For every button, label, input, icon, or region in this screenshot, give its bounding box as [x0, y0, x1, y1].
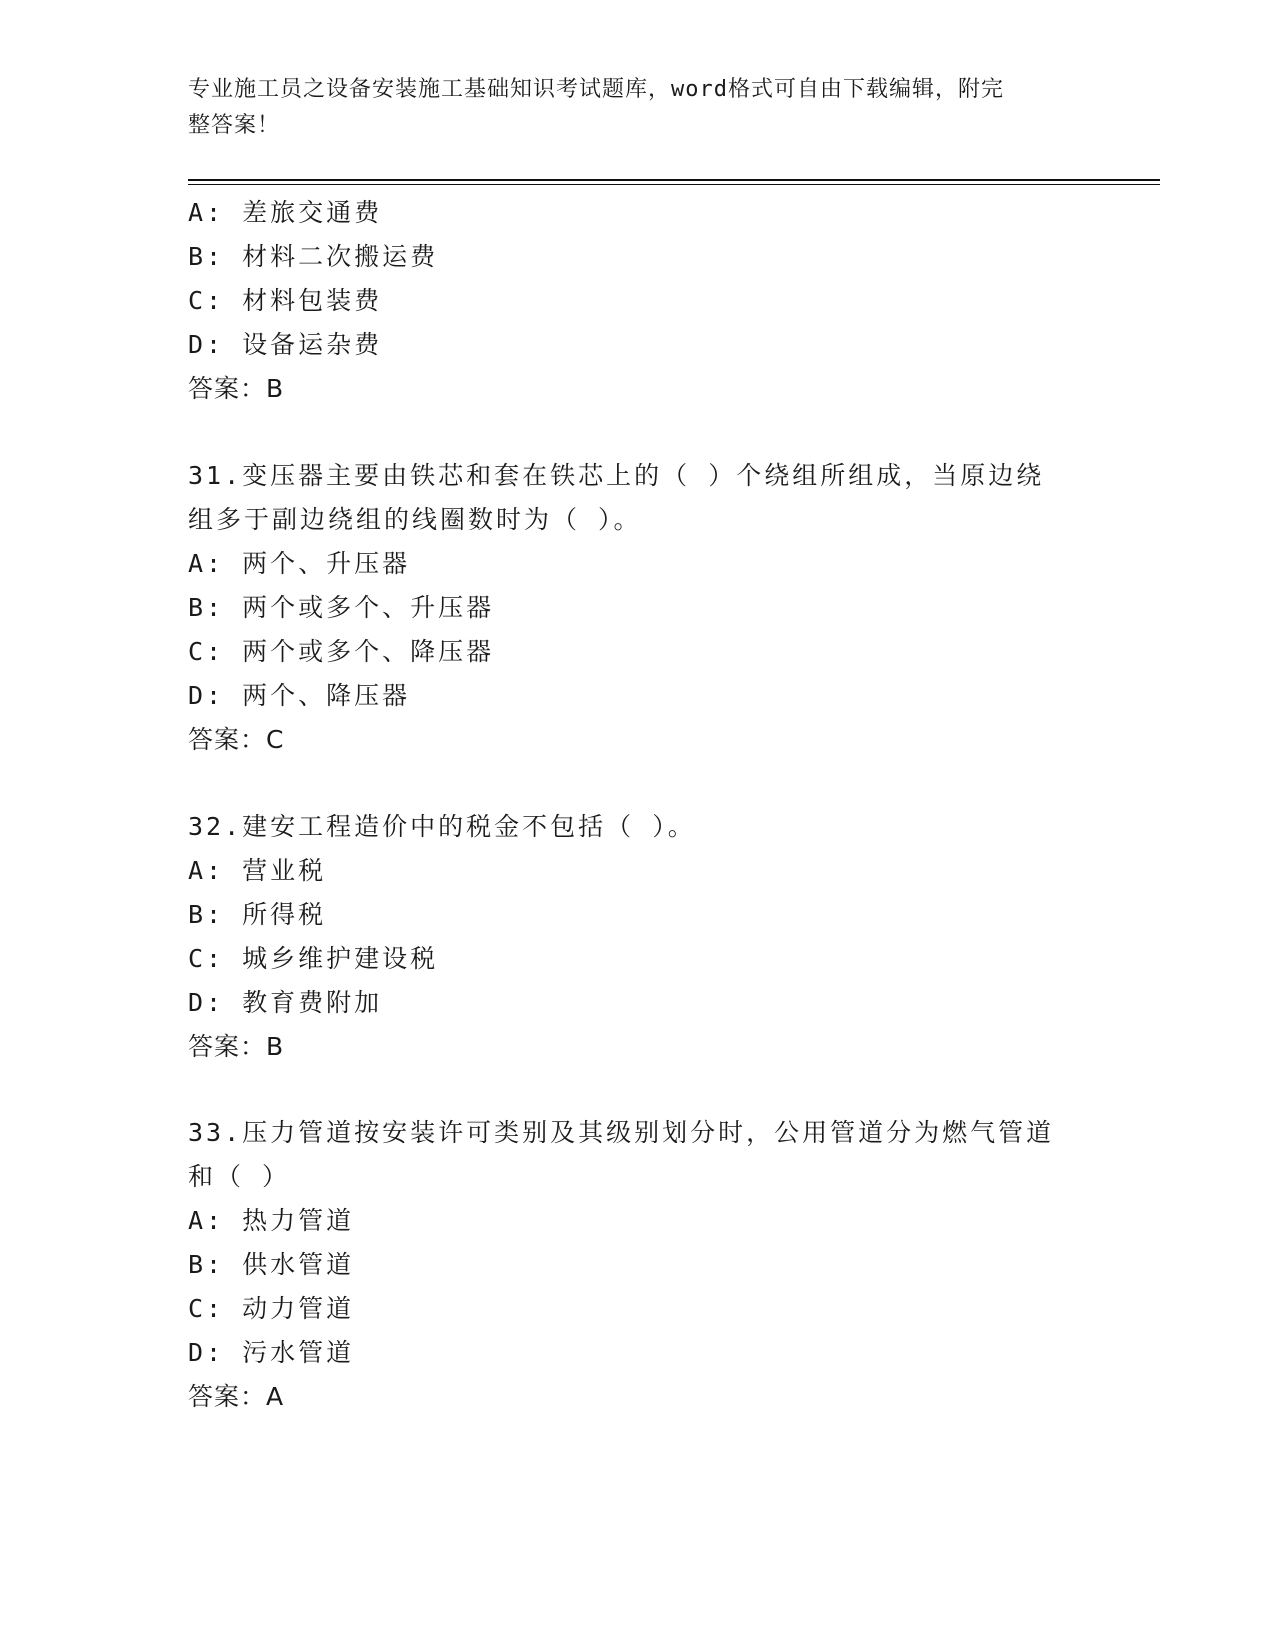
q30-option-d: D: 设备运杂费 — [188, 330, 383, 359]
q32-option-b: B: 所得税 — [188, 900, 327, 929]
header-divider — [188, 179, 1160, 181]
q32-option-a: A: 营业税 — [188, 856, 327, 885]
q31-option-a: A: 两个、升压器 — [188, 549, 411, 578]
q31-option-c: C: 两个或多个、降压器 — [188, 637, 495, 666]
q31-answer: 答案：C — [188, 725, 285, 754]
header-line-1: 专业施工员之设备安装施工基础知识考试题库，word格式可自由下载编辑，附完 — [188, 77, 1004, 102]
q30-option-a: A: 差旅交通费 — [188, 198, 383, 227]
q33-option-c: C: 动力管道 — [188, 1294, 355, 1323]
q33-option-d: D: 污水管道 — [188, 1338, 355, 1367]
q33-option-b: B: 供水管道 — [188, 1250, 355, 1279]
q33-stem-line-1: 33.压力管道按安装许可类别及其级别划分时，公用管道分为燃气管道 — [188, 1118, 1055, 1147]
q32-option-c: C: 城乡维护建设税 — [188, 944, 439, 973]
q31-stem-line-2: 组多于副边绕组的线圈数时为（ ）。 — [188, 505, 642, 534]
header-line-2: 整答案！ — [188, 113, 281, 138]
q32-answer: 答案：B — [188, 1032, 285, 1061]
header-divider-thin — [188, 184, 1160, 185]
q33-option-a: A: 热力管道 — [188, 1206, 355, 1235]
q30-option-c: C: 材料包装费 — [188, 286, 383, 315]
q31-option-d: D: 两个、降压器 — [188, 681, 411, 710]
q32-option-d: D: 教育费附加 — [188, 988, 383, 1017]
q31-option-b: B: 两个或多个、升压器 — [188, 593, 495, 622]
q32-stem: 32.建安工程造价中的税金不包括（ ）。 — [188, 812, 696, 841]
q33-stem-line-2: 和（ ） — [188, 1162, 291, 1191]
q33-answer: 答案：A — [188, 1382, 285, 1411]
q30-option-b: B: 材料二次搬运费 — [188, 242, 439, 271]
q30-answer: 答案：B — [188, 374, 285, 403]
q31-stem-line-1: 31.变压器主要由铁芯和套在铁芯上的（ ）个绕组所组成，当原边绕 — [188, 461, 1045, 490]
document-header — [188, 72, 1068, 144]
